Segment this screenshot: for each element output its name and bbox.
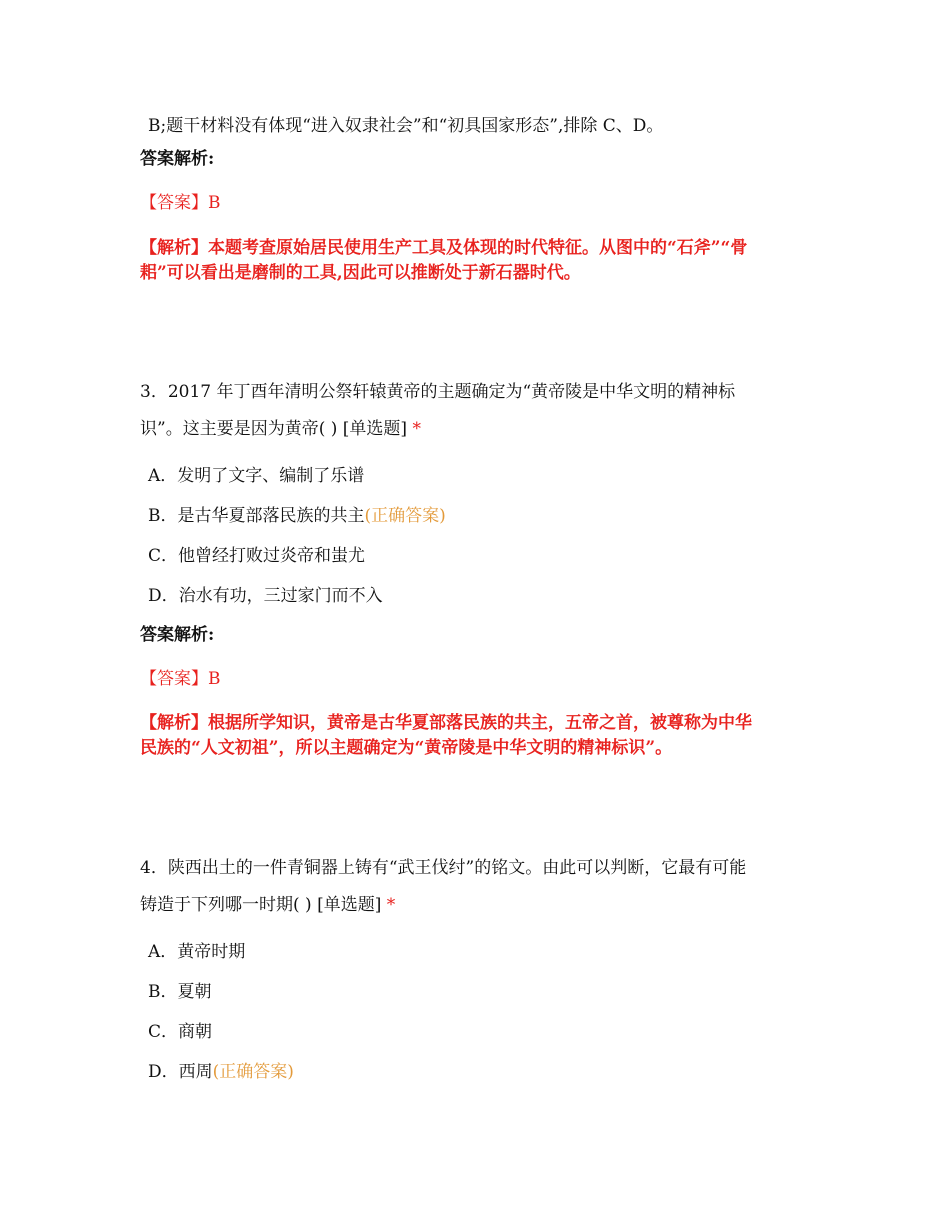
q3-stem-line2: [140, 417, 421, 441]
q3-option-b-text: B．是古华夏部落民族的共主: [148, 506, 365, 526]
q3-answer: 【答案】B: [140, 669, 221, 689]
q4-option-c[interactable]: [148, 1020, 212, 1044]
q4-option-a-text: A．黄帝时期: [148, 942, 246, 962]
q3-option-d-text: D．治水有功，三过家门而不入: [148, 586, 383, 606]
q4-correct-answer-tag: (正确答案): [212, 1062, 294, 1082]
q3-option-c[interactable]: [148, 544, 365, 568]
q4-stem-line1: 4．陕西出土的一件青铜器上铸有“武王伐纣”的铭文。由此可以判断，它最有可能: [140, 858, 747, 878]
q4-stem-text: 铸造于下列哪一时期( ) [单选题]: [140, 895, 382, 915]
q3-option-b[interactable]: [148, 504, 446, 528]
q2-answer: 【答案】B: [140, 193, 221, 213]
q3-correct-answer-tag: (正确答案): [364, 506, 446, 526]
q3-option-a[interactable]: [148, 464, 364, 488]
q2-explanation-line1: 【解析】本题考查原始居民使用生产工具及体现的时代特征。从图中的“石斧”“骨: [140, 238, 748, 258]
q4-option-a[interactable]: [148, 940, 245, 964]
q3-explanation-line2: 民族的“人文初祖”，所以主题确定为“黄帝陵是中华文明的精神标识”。: [140, 738, 673, 758]
q3-option-a-text: A．发明了文字、编制了乐谱: [148, 466, 365, 486]
q3-explanation-line1: 【解析】根据所学知识，黄帝是古华夏部落民族的共主，五帝之首，被尊称为中华: [140, 713, 752, 733]
q3-stem-text: 识”。这主要是因为黄帝( ) [单选题]: [140, 419, 408, 439]
q3-required-mark: *: [412, 419, 421, 439]
q4-option-b-text: B．夏朝: [148, 982, 212, 1002]
q4-option-c-text: C．商朝: [148, 1022, 213, 1042]
q3-analysis-label: 答案解析:: [140, 625, 215, 645]
q4-option-d-text: D．西周: [148, 1062, 213, 1082]
q4-required-mark: *: [386, 895, 396, 915]
q4-option-b[interactable]: [148, 980, 212, 1004]
q3-option-c-text: C．他曾经打败过炎帝和蚩尤: [148, 546, 366, 566]
q2-explain-tail: B;题干材料没有体现“进入奴隶社会”和“初具国家形态”,排除 C、D。: [148, 116, 664, 136]
q2-analysis-label: 答案解析:: [140, 149, 215, 169]
q4-stem-line2: [140, 893, 395, 917]
q2-explanation-line2: 耜”可以看出是磨制的工具,因此可以推断处于新石器时代。: [140, 263, 581, 283]
q4-option-d[interactable]: [148, 1060, 294, 1084]
q3-option-d[interactable]: [148, 584, 383, 608]
q3-stem-line1: 3．2017 年丁酉年清明公祭轩辕黄帝的主题确定为“黄帝陵是中华文明的精神标: [140, 382, 736, 402]
